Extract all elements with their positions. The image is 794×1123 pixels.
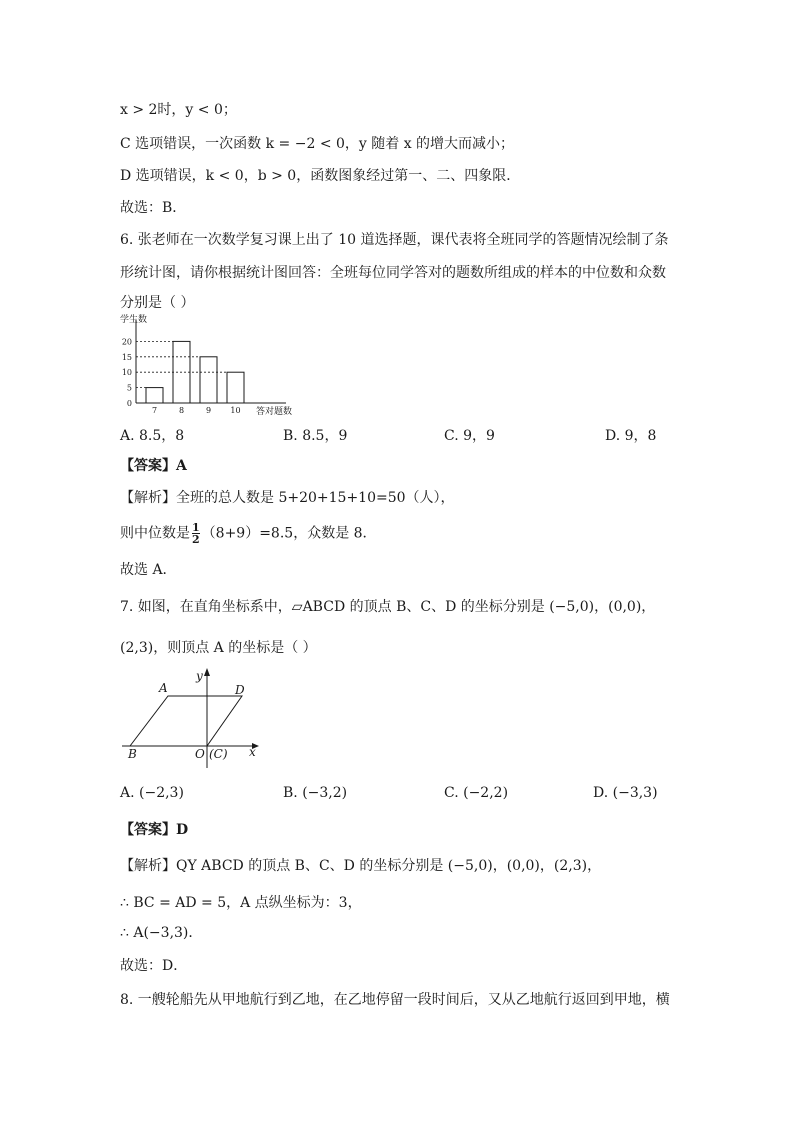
fraction-denominator: 2 (192, 533, 200, 546)
text-line-1: x > 2时，y < 0； (120, 102, 237, 118)
label-d: D (235, 683, 245, 697)
q6-analysis-2-prefix: 则中位数是 (120, 525, 190, 542)
chart-ytick-label: 10 (121, 368, 132, 378)
q6-answer: 【答案】A (120, 458, 187, 474)
label-a: A (159, 681, 168, 695)
chart-xtick-label: 10 (230, 406, 241, 415)
chart-xlabel: 答对题数 (256, 407, 293, 417)
chart-xtick-label: 9 (205, 406, 212, 415)
chart-xtick-label: 8 (178, 406, 185, 415)
fraction-numerator: 1 (192, 521, 200, 534)
q6-analysis-1: 【解析】全班的总人数是 5+20+15+10=50（人）， (120, 490, 455, 506)
label-b: B (128, 747, 137, 761)
text-line-2: C 选项错误，一次函数 k = −2 < 0，y 随着 x 的增大而减小； (120, 136, 515, 152)
q6-analysis-2 (120, 522, 377, 545)
q6-option-b[interactable]: B. 8.5，9 (283, 428, 348, 444)
q6-choose: 故选 A． (120, 562, 177, 578)
q6-option-a[interactable]: A. 8.5，8 (120, 428, 185, 444)
q6-text-line-2: 形统计图，请你根据统计图回答：全班每位同学答对的题数所组成的样本的中位数和众数 (120, 265, 666, 281)
text-line-3: D 选项错误，k < 0，b > 0，函数图象经过第一、二、四象限． (120, 168, 521, 184)
label-o: O (195, 747, 205, 761)
chart-bar (200, 357, 217, 403)
chart-layer (122, 320, 286, 415)
q6-text-line-1: 6. 张老师在一次数学复习课上出了 10 道选择题，课代表将全班同学的答题情况绘制了条 (120, 232, 669, 248)
chart-ytick-label: 20 (121, 337, 132, 347)
q7-option-c[interactable]: C. (−2,2) (444, 785, 509, 801)
chart-ytick-label: 15 (121, 352, 132, 362)
q7-parallelogram-figure (118, 668, 268, 770)
chart-ytick-label: 0 (126, 399, 132, 408)
q7-analysis-3: ∴ A(−3,3)． (120, 925, 203, 941)
text-line-4: 故选：B． (120, 200, 187, 216)
q7-option-a[interactable]: A. (−2,3) (120, 785, 184, 801)
q6-analysis-2-suffix: （8+9）=8.5，众数是 8． (201, 525, 377, 542)
q7-text-line-1: 7. 如图，在直角坐标系中，▱ABCD 的顶点 B、C、D 的坐标分别是 (−5,0)，(0,0)， (120, 599, 656, 615)
q7-analysis-1: 【解析】QY ABCD 的顶点 B、C、D 的坐标分别是 (−5,0)，(0,0)，(2,3)， (120, 858, 602, 874)
chart-ytick-label: 5 (126, 383, 132, 393)
q6-option-d[interactable]: D. 9，8 (605, 428, 657, 444)
q7-analysis-2: ∴ BC = AD = 5，A 点纵坐标为：3， (120, 895, 362, 911)
chart-ylabel: 学生数 (120, 315, 148, 325)
q7-option-d[interactable]: D. (−3,3) (593, 785, 658, 801)
q7-text-line-2: (2,3)，则顶点 A 的坐标是（ ） (120, 640, 317, 656)
q6-option-c[interactable]: C. 9，9 (444, 428, 495, 444)
q6-bar-chart (116, 310, 316, 420)
q7-answer: 【答案】D (120, 822, 189, 838)
label-y: y (196, 669, 203, 683)
q7-option-b[interactable]: B. (−3,2) (283, 785, 348, 801)
chart-xtick-label: 7 (151, 406, 158, 415)
label-x: x (249, 745, 256, 759)
label-c: (C) (209, 747, 228, 761)
q7-choose: 故选：D． (120, 958, 188, 974)
q6-text-line-3: 分别是（ ） (120, 295, 195, 311)
q8-text-line-1: 8. 一艘轮船先从甲地航行到乙地，在乙地停留一段时间后，又从乙地航行返回到甲地，横 (120, 992, 670, 1008)
chart-bar (227, 372, 244, 403)
parallelogram-abcd (130, 696, 242, 746)
y-axis-arrow-icon (204, 668, 210, 676)
fraction-one-half (192, 522, 200, 545)
chart-bar (146, 388, 163, 403)
